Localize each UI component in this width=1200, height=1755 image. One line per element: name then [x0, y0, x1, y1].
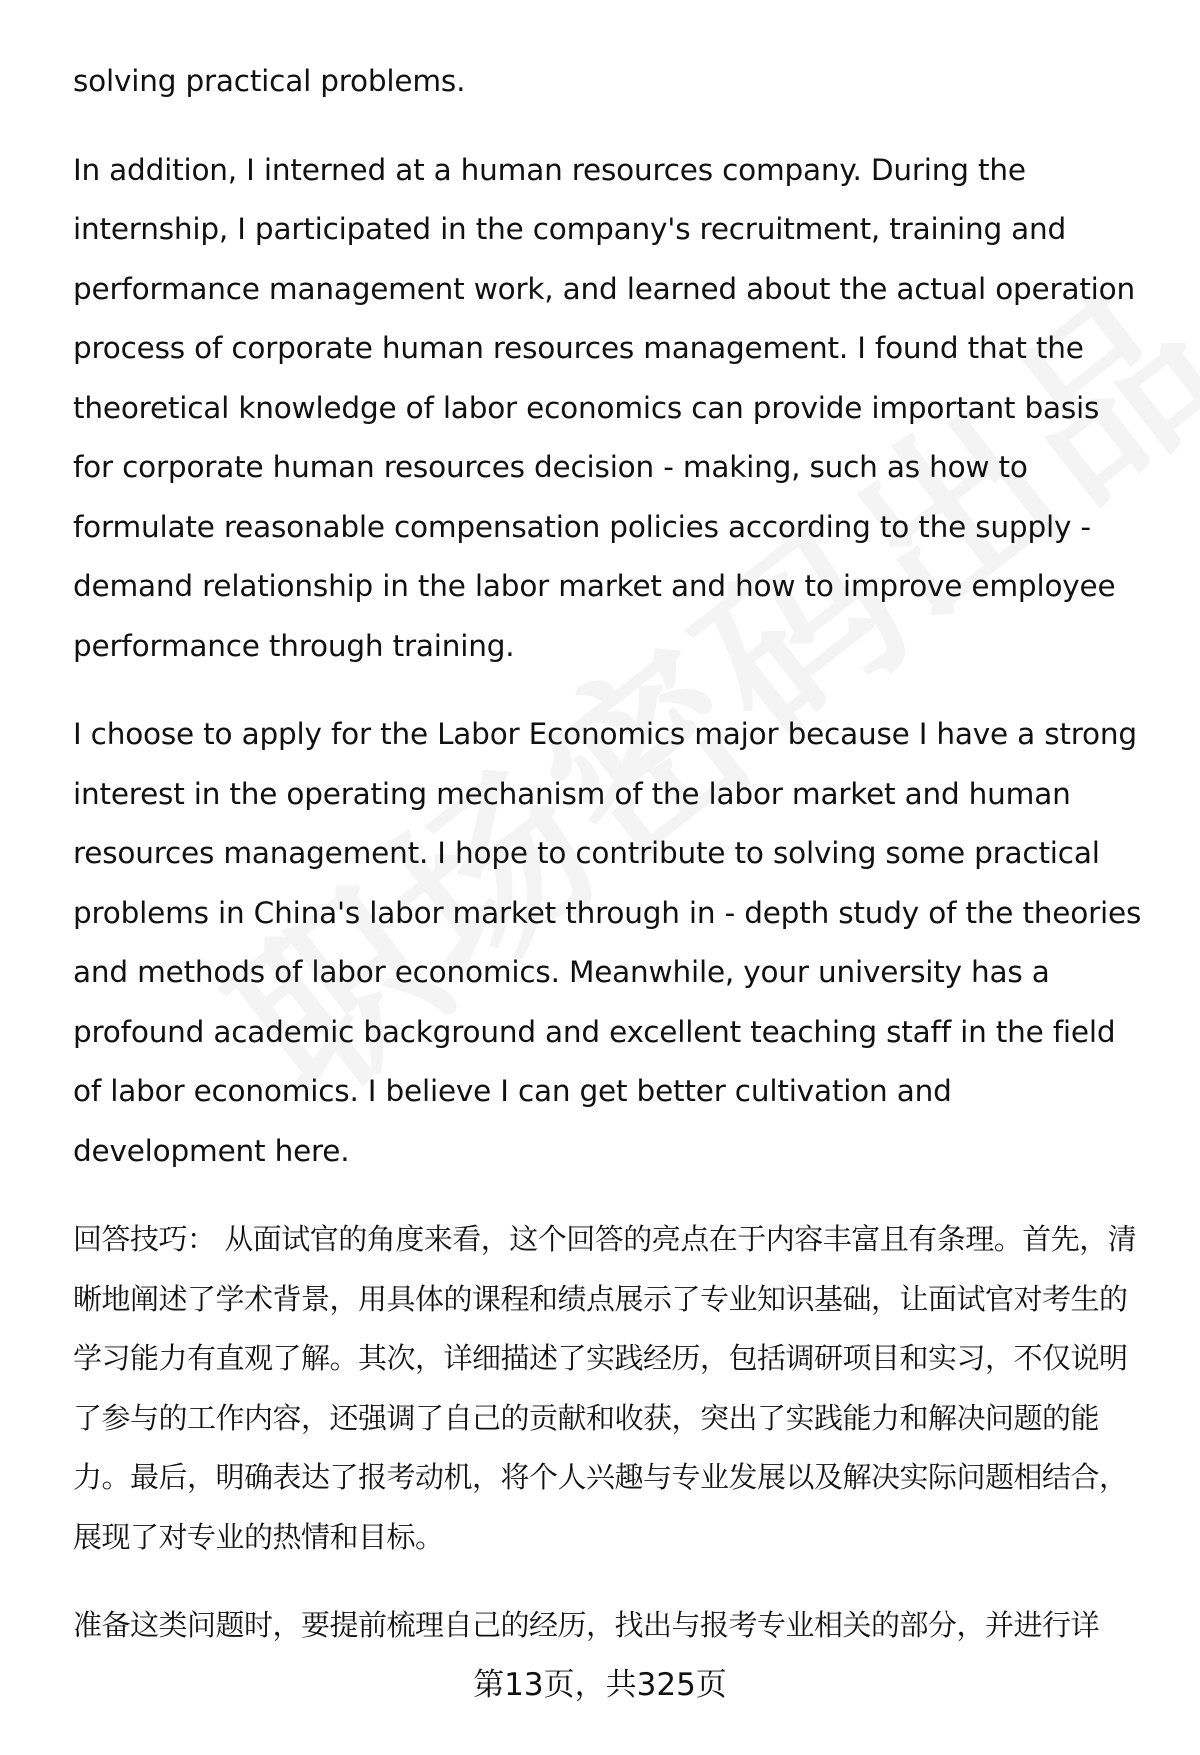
paragraph-preparation: 准备这类问题时，要提前梳理自己的经历，找出与报考专业相关的部分，并进行详	[73, 1608, 1100, 1642]
paragraph-continuation: solving practical problems.	[73, 64, 466, 98]
paragraph-motivation: I choose to apply for the Labor Economics major because I have a strong interest in the operating mechanism of the labor market and human resources management. I hope to contribute to solving some practical problems in China's labor market through in - depth study of the theories and methods of labor economics. Meanwhile, your university has a profound academic background and excellent teaching staff in the field of labor economics. I believe I can get better cultivation and development here.	[73, 717, 1142, 1168]
page-number: 第13页，共325页	[473, 1667, 727, 1703]
document-body	[73, 52, 1143, 1656]
paragraph-internship: In addition, I interned at a human resources company. During the internship, I participated in the company's recruitment, training and performance management work, and learned about the actual operation process of corporate human resources management. I found that the theoretical knowledge of labor economics can provide important basis for corporate human resources decision - making, such as how to formulate reasonable compensation policies according to the supply - demand relationship in the labor market and how to improve employee performance through training.	[73, 152, 1136, 663]
paragraph-answer-tips: 回答技巧： 从面试官的角度来看，这个回答的亮点在于内容丰富且有条理。首先，清晰地阐述了学术背景，用具体的课程和绩点展示了专业知识基础，让面试官对考生的学习能力有直观了解。其次，详细描述了实践经历，包括调研项目和实习，不仅说明了参与的工作内容，还强调了自己的贡献和收获，突出了实践能力和解决问题的能力。最后，明确表达了报考动机，将个人兴趣与专业发展以及解决实际问题相结合，展现了对专业的热情和目标。	[73, 1222, 1137, 1554]
